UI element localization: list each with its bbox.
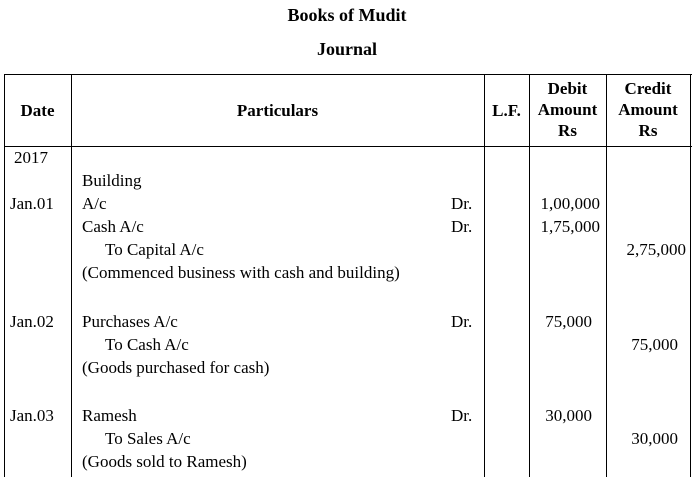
- col-border-particulars: [484, 74, 485, 477]
- header-debit-line2: Amount: [537, 100, 598, 119]
- entry-line-text: To Cash A/c: [105, 335, 189, 354]
- entry-line-text: Building: [82, 171, 142, 190]
- entry-line-text: Ramesh: [82, 406, 137, 425]
- header-credit-line2: Amount: [618, 100, 678, 119]
- entry-date: Jan.01: [10, 194, 54, 213]
- header-particulars: Particulars: [236, 101, 319, 120]
- debit-amount: 75,000: [545, 312, 592, 331]
- header-debit-line1: Debit: [547, 79, 588, 98]
- journal-title: Journal: [316, 39, 377, 59]
- credit-amount: 30,000: [631, 429, 678, 448]
- book-title: Books of Mudit: [287, 5, 407, 25]
- credit-amount: 75,000: [631, 335, 678, 354]
- header-date: Date: [20, 101, 55, 120]
- narration: (Goods purchased for cash): [82, 358, 270, 377]
- header-lf: L.F.: [492, 101, 521, 120]
- entry-line-text: To Sales A/c: [105, 429, 191, 448]
- table-top-border: [4, 74, 692, 75]
- dr-marker: Dr.: [451, 217, 473, 236]
- narration: (Goods sold to Ramesh): [82, 452, 247, 471]
- credit-amount: 2,75,000: [626, 240, 686, 259]
- entry-line-text: To Capital A/c: [105, 240, 204, 259]
- entry-line-text: Cash A/c: [82, 217, 144, 236]
- col-border-left: [4, 74, 5, 477]
- entry-line-text: Purchases A/c: [82, 312, 178, 331]
- year-cell: 2017: [14, 148, 48, 167]
- header-bottom-border: [4, 146, 692, 147]
- col-border-right: [690, 74, 691, 477]
- col-border-date: [71, 74, 72, 477]
- header-credit-line3: Rs: [638, 121, 658, 140]
- dr-marker: Dr.: [451, 312, 473, 331]
- header-credit: [606, 78, 690, 141]
- entry-date: Jan.03: [10, 406, 54, 425]
- dr-marker: Dr.: [451, 406, 473, 425]
- narration: (Commenced business with cash and building): [82, 263, 400, 282]
- header-credit-line1: Credit: [624, 79, 672, 98]
- dr-marker: Dr.: [451, 194, 473, 213]
- entry-date: Jan.02: [10, 312, 54, 331]
- header-debit-line3: Rs: [558, 121, 577, 140]
- debit-amount: 30,000: [545, 406, 592, 425]
- journal-table: [4, 74, 692, 477]
- debit-amount: 1,75,000: [540, 217, 600, 236]
- debit-amount: 1,00,000: [540, 194, 600, 213]
- entry-line-text: A/c: [82, 194, 107, 213]
- header-debit: [529, 78, 606, 141]
